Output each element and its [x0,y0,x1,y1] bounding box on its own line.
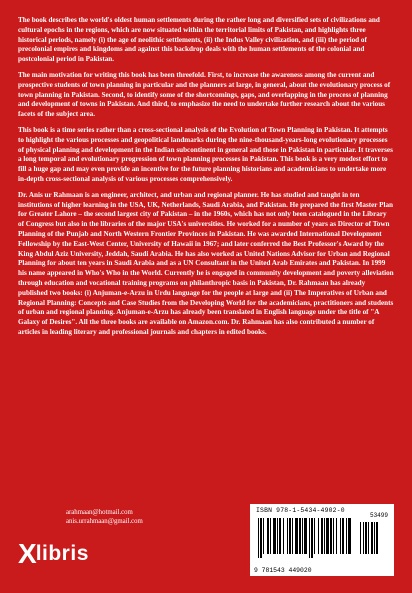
barcode-bar [279,518,281,554]
barcode-bar [295,518,298,554]
barcode-bar [336,518,337,554]
barcode-bar [309,518,310,558]
description-paragraph-3: This book is a time series rather than a cross-sectional analysis of the Evolution of Town Planning in Pakistan. It attempts to highlight the various processes and geopolitical landmarks during the nine-thousand-years-long evolutionary processes of physical planning and development in the Indian subcontinent in general and those in Pakistan in particular. It traverses a long temporal and evolutionary progression of town planning processes in Pakistan. This book is a very modest effort to fill a huge gap and may even provide an incentive for the future planning historians and academicians to undertake more in-depth cross-sectional analysis of various processes comprehensively. [18,125,393,183]
author-contact [66,508,143,526]
barcode-bar [348,518,351,554]
barcode-bar [299,518,301,554]
barcode-bar [263,518,264,554]
barcode-addon-bar [360,522,361,554]
barcode-bar [260,518,262,558]
barcode-bar [302,518,303,554]
barcode-bar [292,518,293,554]
barcode-bar [270,518,271,554]
publisher-logo-initial: X [18,538,36,569]
barcode-block [250,504,394,576]
barcode-bar [267,518,269,554]
barcode-addon-bar [371,522,373,554]
barcode-bar [277,518,278,554]
author-bio: Dr. Anis ur Rahmaan is an engineer, architect, and urban and regional planner. He has studied and taught in ten institutions of higher learning in the USA, UK, Netherlands, Saudi Arabia, and Pakistan. He prepared the first Master Plan for Greater Lahore – the second largest city of Pakistan – in the 1960s, which has not only been catalogued in the Library of Congress but also in the libraries of the major USA's universities. He worked for a number of years as Director of Town Planning of the Punjab and North Western Frontier Provinces in Pakistan. He was awarded International Development Fellowship by the East-West Center, University of Hawaii in 1967; and later conferred the Best Professor's Award by the King Abdul Aziz University, Jeddah, Saudi Arabia. He has also worked as United Nations Advisor for Urban and Regional Planning for about ten years in Saudi Arabia and as a UN Consultant in the United Arab Emirates and Pakistan. In 1999 his name appeared in Who's Who in the World. Currently he is engaged in community development and poverty alleviation through education and vocational training programs on philanthropic basis in Pakistan, Dr. Rahmaan has already published two books: (i) Anjuman-e-Arzu in Urdu language for the people at large and (ii) The Imperatives of Urban and Regional Planning: Concepts and Case Studies from the Developing World for the academicians, practitioners and students of urban and regional planning. Anjuman-e-Arzu has already been translated in English language under the title of "A Galaxy of Desires". All the three books are available on Amazon.com. Dr. Rahmaan has also contributed a number of articles in leading literary and professional journals and chapters in edited books. [18,190,394,336]
barcode-bar [346,518,347,554]
barcode-addon-bar [365,522,367,554]
barcode-addon-bar [376,522,378,554]
contact-email-2: anis.urrahmaan@gmail.com [66,518,143,525]
barcode-bar [333,518,334,554]
description-paragraph-1: The book describes the world's oldest human settlements during the rather long and diversified sets of civilizations and cultural epochs in the regions, which are now situated within the territorial limits of Pakistan, and highlights three historical periods, namely (i) the age of neolithic settlements, (ii) the Indus Valley civilization, and (iii) the period of precolonial empires and kingdoms and against this backdrop deals with the human settlements of the colonial and postcolonial period in Pakistan. [18,16,380,64]
barcode-bar [273,518,276,554]
barcode-bar [289,518,291,554]
description-paragraph-2: The main motivation for writing this book has been threefold. First, to increase the awareness among the current and prospective students of town planning in particular and the planners at large, in general, about the evolutionary process of town planning in Pakistan. Second, to identify some of the shortcomings, gaps, and overlapping in the process of planning and development of towns in Pakistan. And third, to emphasize the need to undertake further research about the various facets of the subject area. [18,70,391,119]
barcode-bar [340,518,341,554]
isbn-label: ISBN 978-1-5434-4902-0 [256,507,345,514]
barcode-bar [342,518,344,554]
barcode-bar [287,518,288,554]
barcode-addon-bar [374,522,375,554]
barcode-bar [311,518,313,558]
publisher-logo-text: libris [35,542,89,565]
barcode-bar [304,518,307,554]
barcode-bars [256,518,388,562]
barcode-bar [258,518,259,558]
barcode-bar [318,518,319,554]
barcode-addon-bar [368,522,369,554]
contact-email-1: arahmaan@hotmail.com [66,509,133,516]
barcode-bar [324,518,325,554]
barcode-bar [314,518,315,554]
barcode-bar [321,518,323,554]
barcode-price-addon: 53499 [369,512,388,519]
barcode-bar [330,518,332,554]
publisher-logo [18,540,89,568]
barcode-bar [326,518,329,554]
ean-digits: 9 781543 449020 [254,567,312,574]
barcode-bar [283,518,284,554]
barcode-addon-bar [363,522,364,554]
